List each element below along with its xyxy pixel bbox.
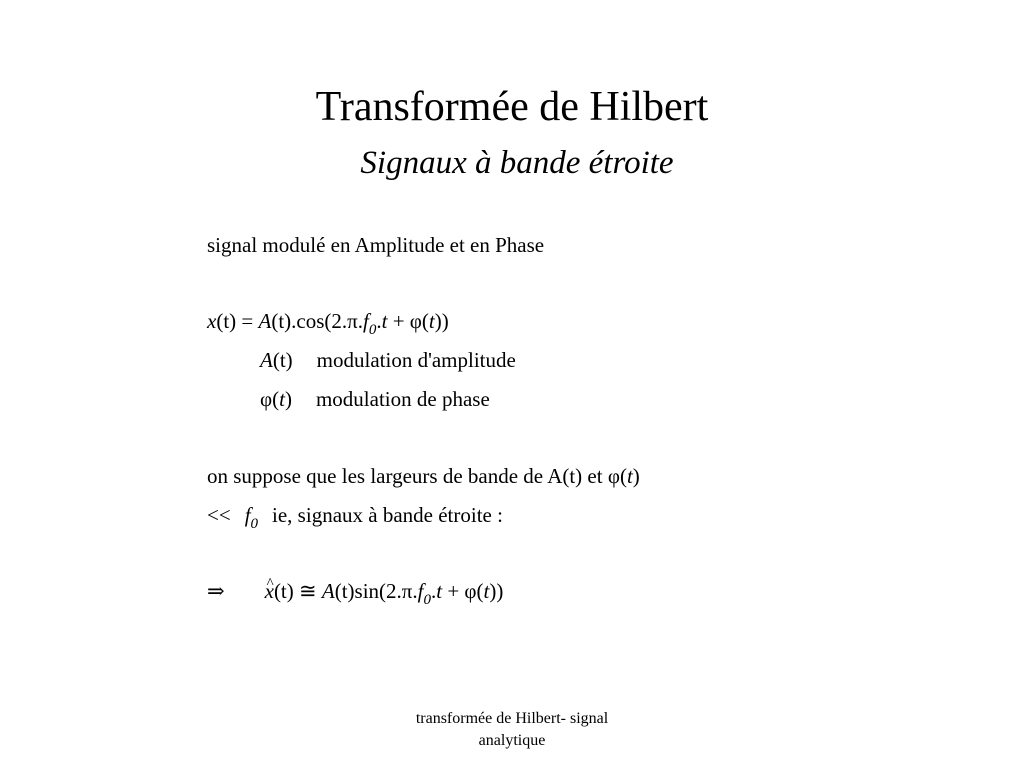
eq-equals: = (236, 309, 259, 333)
assumption-much-less: << (207, 503, 231, 527)
result-xhat: ^ x (265, 578, 274, 604)
result-dot: . (430, 579, 437, 603)
eq-close: )) (434, 309, 449, 333)
equation-result (207, 578, 503, 612)
eq-f: f (363, 309, 369, 333)
intro-text: signal modulé en Amplitude et en Phase (207, 233, 545, 257)
assumption-suffix: ie, signaux à bande étroite : (272, 503, 503, 527)
definition-amplitude (260, 347, 516, 373)
eq-A-arg: (t) (271, 309, 292, 333)
slide-subtitle: Signaux à bande étroite (360, 145, 674, 181)
result-approx: ≅ (293, 579, 322, 603)
eq-f-sub: 0 (368, 322, 377, 339)
assumption-f: f (244, 503, 251, 527)
result-f-sub: 0 (423, 592, 431, 609)
result-A: A (321, 579, 335, 603)
assumption-close: ) (632, 464, 640, 488)
result-f: f (417, 579, 424, 603)
eq-dot: . (376, 309, 382, 333)
result-plus-phi: + φ( (442, 579, 484, 603)
def-phi-close: ) (284, 387, 292, 411)
assumption-line-1 (207, 463, 640, 489)
footer-line-2: analytique (478, 732, 546, 749)
result-xhat-arg: (t) (273, 579, 294, 603)
eq-plus-phi: + φ( (387, 309, 429, 333)
def-phi-arg: t (279, 387, 285, 411)
result-sin-open: sin(2.π. (354, 579, 418, 603)
footer-line-1: transformée de Hilbert- signal (415, 710, 609, 727)
slide-title: Transformée de Hilbert (315, 84, 709, 130)
def-phi-symbol: φ( (260, 387, 280, 411)
def-A-symbol: A (260, 348, 273, 372)
def-A-desc: modulation d'amplitude (316, 348, 516, 372)
def-A-arg: (t) (272, 348, 293, 372)
def-phi-desc: modulation de phase (315, 387, 490, 411)
result-A-arg: (t) (334, 579, 355, 603)
eq-x-arg: (t) (216, 309, 237, 333)
result-close: )) (489, 579, 504, 603)
equation-signal (207, 308, 449, 342)
result-t2: t (483, 579, 490, 603)
result-t: t (436, 579, 443, 603)
assumption-text: on suppose que les largeurs de bande de A(t) et φ( (207, 464, 627, 488)
assumption-t: t (626, 464, 633, 488)
assumption-line-2 (207, 502, 503, 536)
eq-A: A (258, 309, 272, 333)
implies-symbol: ⇒ (207, 579, 225, 603)
eq-cos-open: .cos(2.π. (291, 309, 363, 333)
definition-phase (260, 386, 490, 412)
eq-t2: t (428, 309, 435, 333)
eq-t: t (381, 309, 388, 333)
eq-x-fn: x (207, 309, 217, 333)
assumption-f-sub: 0 (250, 516, 259, 533)
slide-footer (350, 708, 674, 752)
